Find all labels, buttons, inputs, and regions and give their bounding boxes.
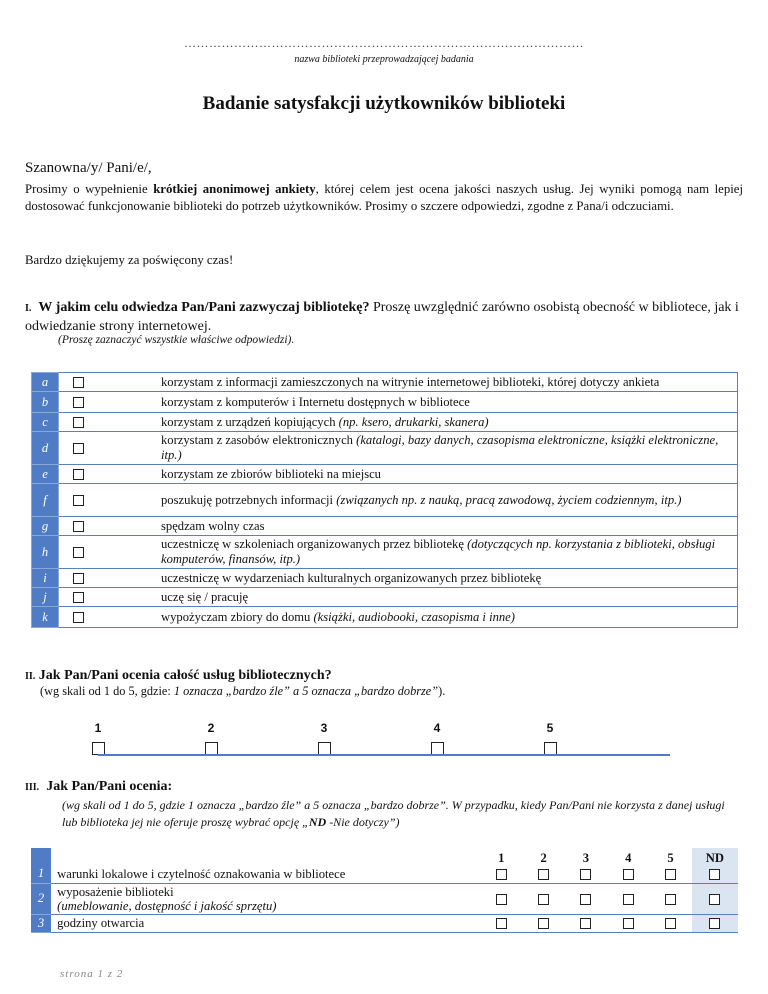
option-checkbox-cell (59, 373, 130, 392)
option-letter: j (32, 588, 59, 607)
checkbox-i[interactable] (73, 573, 84, 584)
checkbox-f[interactable] (73, 495, 84, 506)
checkbox-j[interactable] (73, 592, 84, 603)
rating-row-2 (31, 883, 738, 914)
rating-checkbox-2-1[interactable] (496, 894, 507, 905)
option-label: uczestniczę w wydarzeniach kulturalnych organizowanych przez bibliotekę (129, 569, 738, 588)
option-row-e (32, 465, 738, 484)
option-checkbox-cell (59, 413, 130, 432)
rating-scale-line (98, 754, 670, 756)
header-label-cell (51, 848, 480, 865)
option-letter: e (32, 465, 59, 484)
rating-cell (480, 865, 522, 883)
scale-number-3: 3 (320, 721, 328, 735)
rating-checkbox-3-5[interactable] (665, 918, 676, 929)
rating-cell (522, 883, 564, 914)
question-1-options-table (31, 372, 738, 628)
checkbox-g[interactable] (73, 521, 84, 532)
rating-checkbox-3-3[interactable] (580, 918, 591, 929)
question-1-instruction: (Proszę zaznaczyć wszystkie właściwe odpowiedzi). (58, 334, 295, 346)
scale-checkbox-5[interactable] (544, 742, 557, 755)
rating-checkbox-3-nd[interactable] (709, 918, 720, 929)
option-checkbox-cell (59, 536, 130, 569)
option-row-j (32, 588, 738, 607)
rating-checkbox-1-4[interactable] (623, 869, 634, 880)
greeting: Szanowna/y/ Pani/e/, (25, 160, 152, 176)
question-3-instruction: (wg skali od 1 do 5, gdzie 1 oznacza „bardzo źle” a 5 oznacza „bardzo dobrze”. W przypadku, kiedy Pan/Pani nie korzysta z danej usługi lub biblioteka jej nie oferuje proszę wybrać opcję „ND -Nie dotyczy”) (62, 798, 725, 829)
rating-cell (480, 914, 522, 932)
question-1-number: I. (25, 303, 32, 314)
scale-number-1: 1 (94, 721, 102, 735)
rating-cell (565, 914, 607, 932)
rating-cell (692, 883, 738, 914)
rating-checkbox-2-2[interactable] (538, 894, 549, 905)
checkbox-d[interactable] (73, 443, 84, 454)
option-label: spędzam wolny czas (129, 517, 738, 536)
option-row-g (32, 517, 738, 536)
option-checkbox-cell (59, 392, 130, 413)
scale-number-5: 5 (546, 721, 554, 735)
question-2-number: II. (25, 671, 36, 682)
checkbox-c[interactable] (73, 417, 84, 428)
question-2-heading: II. Jak Pan/Pani ocenia całość usług bibliotecznych? (25, 668, 332, 683)
row-label: wyposażenie biblioteki (umeblowanie, dostępność i jakość sprzętu) (51, 883, 480, 914)
rating-cell (480, 883, 522, 914)
option-letter: k (32, 607, 59, 628)
rating-cell (649, 883, 691, 914)
rating-checkbox-1-1[interactable] (496, 869, 507, 880)
option-row-h (32, 536, 738, 569)
option-checkbox-cell (59, 432, 130, 465)
row-label: warunki lokalowe i czytelność oznakowania w bibliotece (51, 865, 480, 883)
option-row-k (32, 607, 738, 628)
library-name-caption: nazwa biblioteki przeprowadzającej badania (294, 54, 474, 65)
rating-checkbox-1-5[interactable] (665, 869, 676, 880)
option-checkbox-cell (59, 465, 130, 484)
scale-checkbox-2[interactable] (205, 742, 218, 755)
rating-row-1 (31, 865, 738, 883)
option-checkbox-cell (59, 588, 130, 607)
intro-paragraph: Prosimy o wypełnienie krótkiej anonimowej ankiety, której celem jest ocena jakości naszych usług. Jej wyniki pomogą nam lepiej dostosować funkcjonowanie biblioteki do potrzeb użytkowników. Prosimy o szczere odpowiedzi, zgodne z Pana/i odczuciami. (25, 182, 744, 213)
option-label: korzystam z zasobów elektronicznych (katalogi, bazy danych, czasopisma elektroniczne, książki elektroniczne, itp.) (129, 432, 738, 465)
option-label: korzystam ze zbiorów biblioteki na miejscu (129, 465, 738, 484)
option-letter: c (32, 413, 59, 432)
question-3-rating-table (31, 848, 738, 933)
option-row-i (32, 569, 738, 588)
option-row-c (32, 413, 738, 432)
column-header-2: 2 (540, 851, 547, 865)
option-label: wypożyczam zbiory do domu (książki, audiobooki, czasopisma i inne) (129, 607, 738, 628)
checkbox-h[interactable] (73, 547, 84, 558)
rating-cell (522, 865, 564, 883)
option-checkbox-cell (59, 484, 130, 517)
checkbox-b[interactable] (73, 397, 84, 408)
rating-header-row (31, 848, 738, 865)
rating-checkbox-2-3[interactable] (580, 894, 591, 905)
row-label: godziny otwarcia (51, 914, 480, 932)
option-label: poszukuję potrzebnych informacji (związanych np. z nauką, pracą zawodową, życiem codziennym, itp.) (129, 484, 738, 517)
option-checkbox-cell (59, 569, 130, 588)
rating-cell (692, 914, 738, 932)
header-num-cell (31, 848, 51, 865)
row-number: 3 (31, 914, 51, 932)
option-label: uczestniczę w szkoleniach organizowanych przez bibliotekę (dotyczących np. korzystania z biblioteki, obsługi komputerów, finansów, itp.) (129, 536, 738, 569)
rating-cell (692, 865, 738, 883)
rating-row-3 (31, 914, 738, 932)
option-label: korzystam z informacji zamieszczonych na witrynie internetowej biblioteki, której dotyczy ankieta (129, 373, 738, 392)
rating-checkbox-2-4[interactable] (623, 894, 634, 905)
option-label: uczę się / pracuję (129, 588, 738, 607)
rating-cell (522, 914, 564, 932)
rating-cell (607, 883, 649, 914)
column-header-5: 5 (667, 851, 674, 865)
rating-cell (565, 883, 607, 914)
thanks-text: Bardzo dziękujemy za poświęcony czas! (25, 253, 234, 267)
scale-checkbox-4[interactable] (431, 742, 444, 755)
rating-cell (649, 914, 691, 932)
question-1-heading: I. W jakim celu odwiedza Pan/Pani zazwyczaj bibliotekę? Proszę uwzględnić zarówno osobistą obecność w bibliotece, jak i odwiedzanie strony internetowej. (25, 300, 739, 334)
rating-checkbox-3-2[interactable] (538, 918, 549, 929)
question-2-instruction: (wg skali od 1 do 5, gdzie: 1 oznacza „bardzo źle” a 5 oznacza „bardzo dobrze”). (40, 684, 446, 698)
checkbox-k[interactable] (73, 612, 84, 623)
column-header-3: 3 (582, 851, 590, 865)
rating-scale (94, 721, 668, 739)
row-number: 2 (31, 883, 51, 914)
option-label: korzystam z urządzeń kopiujących (np. ksero, drukarki, skanera) (129, 413, 738, 432)
library-name-line: …………………………………………………………………………………… (184, 36, 584, 50)
column-header-nd: ND (692, 848, 738, 865)
scale-number-4: 4 (433, 721, 441, 735)
option-letter: b (32, 392, 59, 413)
rating-cell (565, 865, 607, 883)
page-title: Badanie satysfakcji użytkowników biblioteki (202, 93, 566, 114)
rating-checkbox-3-4[interactable] (623, 918, 634, 929)
rating-checkbox-1-2[interactable] (538, 869, 549, 880)
rating-checkbox-2-5[interactable] (665, 894, 676, 905)
option-letter: i (32, 569, 59, 588)
rating-cell (607, 865, 649, 883)
rating-checkbox-3-1[interactable] (496, 918, 507, 929)
rating-checkbox-1-3[interactable] (580, 869, 591, 880)
checkbox-a[interactable] (73, 377, 84, 388)
option-label: korzystam z komputerów i Internetu dostępnych w bibliotece (129, 392, 738, 413)
option-checkbox-cell (59, 517, 130, 536)
scale-checkbox-1[interactable] (92, 742, 105, 755)
scale-number-2: 2 (207, 721, 215, 735)
option-row-d (32, 432, 738, 465)
scale-checkbox-3[interactable] (318, 742, 331, 755)
option-letter: f (32, 484, 59, 517)
row-number: 1 (31, 865, 51, 883)
option-letter: g (32, 517, 59, 536)
intro-bold-phrase: krótkiej anonimowej ankiety (153, 182, 316, 196)
option-letter: a (32, 373, 59, 392)
option-letter: h (32, 536, 59, 569)
page-footer: strona 1 z 2 (60, 968, 124, 980)
rating-cell (649, 865, 691, 883)
option-row-f (32, 484, 738, 517)
column-header-1: 1 (498, 851, 505, 865)
column-header-4: 4 (625, 851, 632, 865)
rating-checkbox-2-nd[interactable] (709, 894, 720, 905)
checkbox-e[interactable] (73, 469, 84, 480)
option-row-b (32, 392, 738, 413)
question-3-heading: III. Jak Pan/Pani ocenia: (25, 779, 173, 794)
option-checkbox-cell (59, 607, 130, 628)
question-3-number: III. (25, 782, 40, 793)
option-letter: d (32, 432, 59, 465)
rating-cell (607, 914, 649, 932)
option-row-a (32, 373, 738, 392)
rating-checkbox-1-nd[interactable] (709, 869, 720, 880)
